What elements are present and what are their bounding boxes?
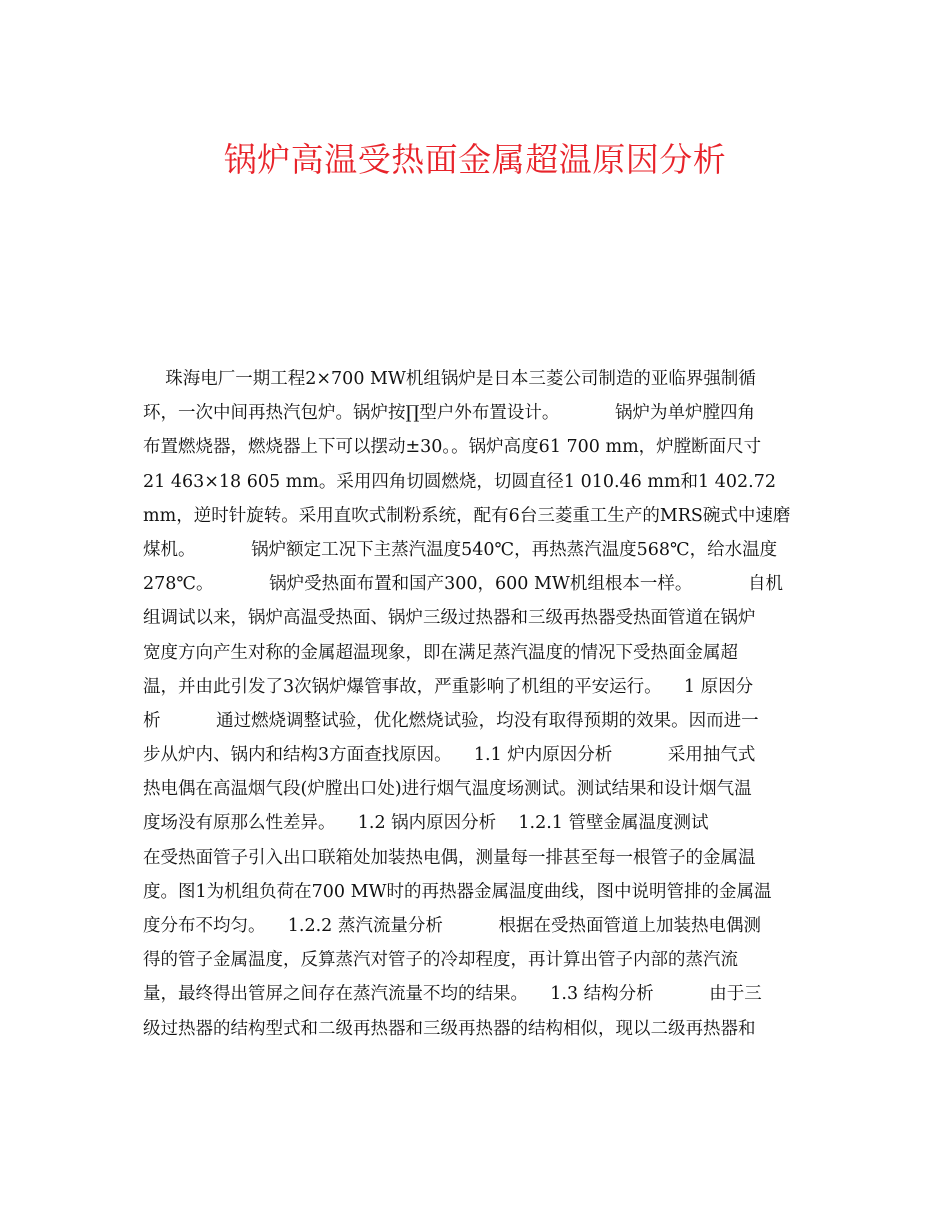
text-line: 热电偶在高温烟气段(炉膛出口处)进行烟气温度场测试。测试结果和设计烟气温: [143, 779, 752, 800]
text-line: 21 463×18 605 mm。采用四角切圆燃烧，切圆直径1 010.46 mm和1 402.72: [143, 471, 776, 492]
text-line: 度。图1为机组负荷在700 MW时的再热器金属温度曲线，图中说明管排的金属温: [143, 881, 772, 902]
body-paragraph: [143, 362, 809, 1046]
text-line: 步从炉内、锅内和结构3方面查找原因。 1.1 炉内原因分析 采用抽气式: [143, 745, 756, 766]
text-line: 布置燃烧器，燃烧器上下可以摆动±30。。锅炉高度61 700 mm，炉膛断面尺寸: [143, 437, 762, 458]
text-line: 组调试以来，锅炉高温受热面、锅炉三级过热器和三级再热器受热面管道在锅炉: [143, 608, 756, 629]
text-line: 环，一次中间再热汽包炉。锅炉按∏型户外布置设计。 锅炉为单炉膛四角: [143, 403, 756, 424]
text-line: 量，最终得出管屏之间存在蒸汽流量不均的结果。 1.3 结构分析 由于三: [143, 984, 762, 1005]
text-line: 度场没有原那么性差异。 1.2 锅内原因分析 1.2.1 管壁金属温度测试: [143, 813, 709, 834]
text-line: 在受热面管子引入出口联箱处加装热电偶，测量每一排甚至每一根管子的金属温: [143, 847, 756, 868]
text-line: 级过热器的结构型式和二级再热器和三级再热器的结构相似，现以二级再热器和: [143, 1018, 756, 1039]
text-line: 析 通过燃烧调整试验，优化燃烧试验，均没有取得预期的效果。因而进一: [143, 710, 759, 731]
page-title: 锅炉高温受热面金属超温原因分析: [223, 140, 727, 179]
text-line: 宽度方向产生对称的金属超温现象，即在满足蒸汽温度的情况下受热面金属超: [143, 642, 738, 663]
text-line: mm，逆时针旋转。采用直吹式制粉系统，配有6台三菱重工生产的MRS碗式中速磨: [143, 505, 791, 526]
text-line: 温，并由此引发了3次锅炉爆管事故，严重影响了机组的平安运行。 1 原因分: [143, 676, 754, 697]
text-line: 度分布不均匀。 1.2.2 蒸汽流量分析 根据在受热面管道上加装热电偶测: [143, 916, 761, 936]
text-line: 278℃。 锅炉受热面布置和国产300，600 MW机组根本一样。 自机: [143, 574, 784, 595]
text-line: 得的管子金属温度，反算蒸汽对管子的冷却程度，再计算出管子内部的蒸汽流: [143, 950, 738, 971]
text-line: 煤机。 锅炉额定工况下主蒸汽温度540℃，再热蒸汽温度568℃，给水温度: [143, 539, 778, 560]
text-line: 珠海电厂一期工程2×700 MW机组锅炉是日本三菱公司制造的亚临界强制循: [143, 369, 756, 389]
